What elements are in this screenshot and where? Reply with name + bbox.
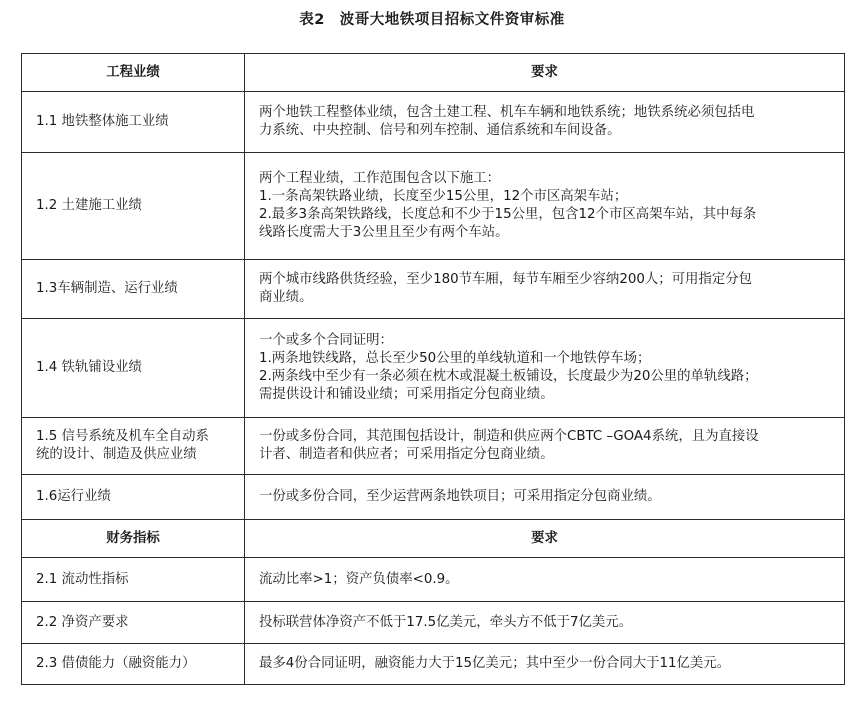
requirement-line: 一份或多份合同，至少运营两条地铁项目；可采用指定分包商业绩。 xyxy=(259,489,661,504)
section1-header-col2: 要求 xyxy=(245,54,845,92)
row-name-line: 1.5 信号系统及机车全自动系 xyxy=(36,429,209,444)
requirement-line: 两个城市线路供货经验，至少180节车厢，每节车厢至少容纳200人；可用指定分包 xyxy=(259,272,753,287)
requirement-line: 两个地铁工程整体业绩，包含土建工程、机车车辆和地铁系统；地铁系统必须包括电 xyxy=(259,105,755,120)
table-row xyxy=(22,475,845,520)
table-row xyxy=(22,418,845,475)
section1-header-row xyxy=(22,54,845,92)
table-title: 表2 波哥大地铁项目招标文件资审标准 xyxy=(299,12,565,28)
requirement-line: 2.最多3条高架铁路线，长度总和不少于15公里，包含12个市区高架车站，其中每条 xyxy=(259,207,757,222)
requirement-line: 需提供设计和铺设业绩；可采用指定分包商业绩。 xyxy=(259,387,554,402)
row-1-4-name: 1.4 铁轨铺设业绩 xyxy=(22,319,245,418)
row-1-2-requirement xyxy=(245,153,845,260)
requirement-line: 线路长度需大于3公里且至少有两个车站。 xyxy=(259,225,509,240)
table-row xyxy=(22,153,845,260)
requirement-line: 最多4份合同证明，融资能力大于15亿美元；其中至少一份合同大于11亿美元。 xyxy=(259,656,731,671)
row-1-1-requirement xyxy=(245,92,845,153)
row-2-3-requirement xyxy=(245,644,845,685)
section2-header-col1: 财务指标 xyxy=(22,520,245,558)
row-1-4-requirement xyxy=(245,319,845,418)
table-row xyxy=(22,602,845,644)
requirement-line: 投标联营体净资产不低于17.5亿美元，牵头方不低于7亿美元。 xyxy=(259,614,633,630)
requirement-line: 计者、制造者和供应者；可采用指定分包商业绩。 xyxy=(259,447,554,462)
row-2-1-requirement xyxy=(245,558,845,602)
row-2-3-name: 2.3 借债能力（融资能力） xyxy=(22,644,245,685)
requirement-line: 2.两条线中至少有一条必须在枕木或混凝土板铺设，长度最少为20公里的单轨线路； xyxy=(259,369,758,384)
requirement-line: 商业绩。 xyxy=(259,290,313,305)
section1-header-col1: 工程业绩 xyxy=(22,54,245,92)
section2-header-col2: 要求 xyxy=(245,520,845,558)
table-row xyxy=(22,92,845,153)
row-name-line: 统的设计、制造及供应业绩 xyxy=(36,447,197,462)
requirement-line: 1.一条高架铁路业绩，长度至少15公里，12个市区高架车站； xyxy=(259,189,628,204)
row-1-5-name xyxy=(22,418,245,475)
requirement-line: 1.两条地铁线路，总长至少50公里的单线轨道和一个地铁停车场； xyxy=(259,351,651,366)
row-1-3-name: 1.3车辆制造、运行业绩 xyxy=(22,260,245,319)
row-1-3-requirement xyxy=(245,260,845,319)
row-1-2-name: 1.2 土建施工业绩 xyxy=(22,153,245,260)
requirement-line: 两个工程业绩，工作范围包含以下施工： xyxy=(259,171,501,186)
table-row xyxy=(22,558,845,602)
qualification-table xyxy=(21,53,845,685)
row-1-5-requirement xyxy=(245,418,845,475)
requirement-line: 流动比率>1；资产负债率<0.9。 xyxy=(259,571,459,587)
table-row xyxy=(22,260,845,319)
row-2-2-name: 2.2 净资产要求 xyxy=(22,602,245,644)
table-row xyxy=(22,319,845,418)
section2-header-row xyxy=(22,520,845,558)
row-2-2-requirement xyxy=(245,602,845,644)
requirement-line: 力系统、中央控制、信号和列车控制、通信系统和车间设备。 xyxy=(259,123,621,138)
table-row xyxy=(22,644,845,685)
row-2-1-name: 2.1 流动性指标 xyxy=(22,558,245,602)
row-1-1-name: 1.1 地铁整体施工业绩 xyxy=(22,92,245,153)
row-1-6-requirement xyxy=(245,475,845,520)
row-1-6-name: 1.6运行业绩 xyxy=(22,475,245,520)
requirement-line: 一份或多份合同，其范围包括设计，制造和供应两个CBTC –GOA4系统，且为直接设 xyxy=(259,429,759,444)
requirement-line: 一个或多个合同证明： xyxy=(259,333,393,348)
